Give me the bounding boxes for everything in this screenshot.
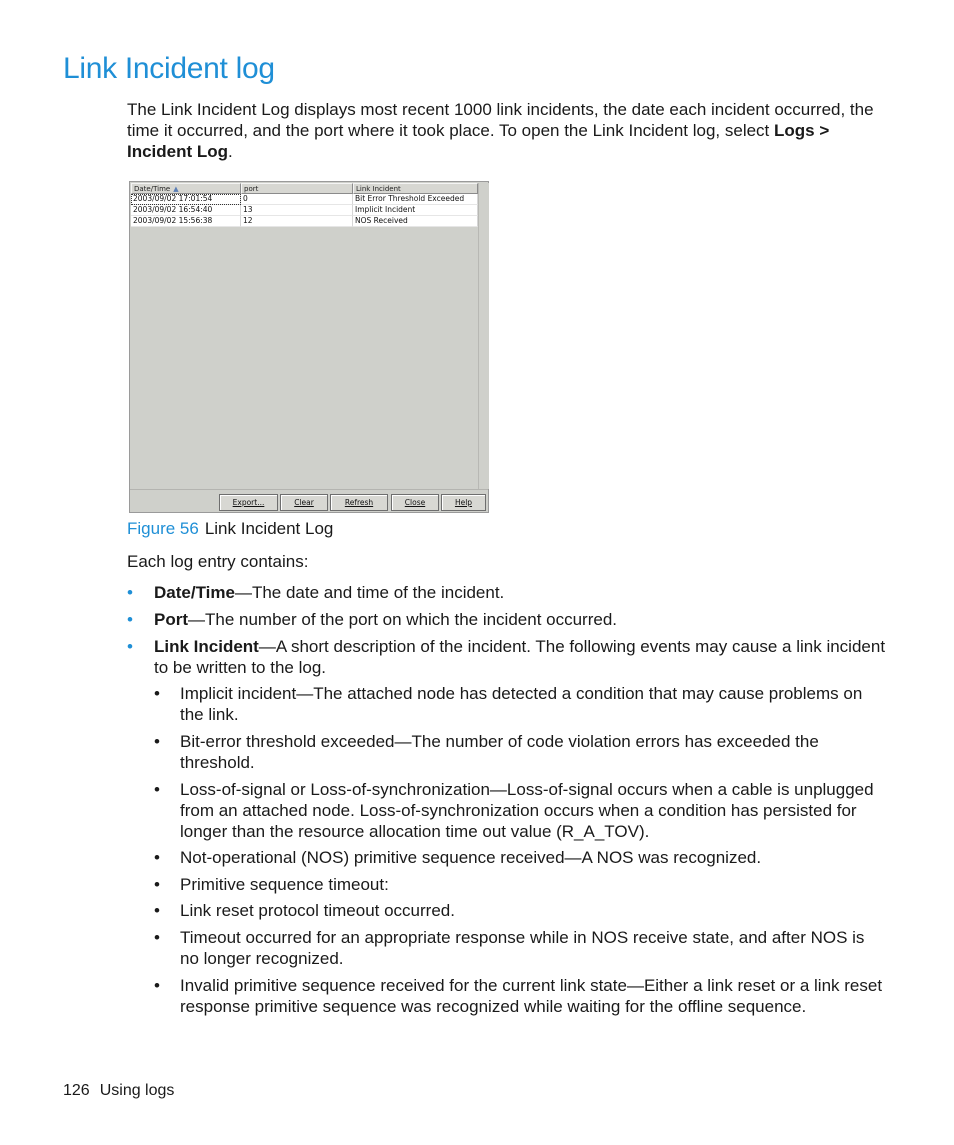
table-header <box>131 183 478 194</box>
list-item <box>154 683 887 725</box>
bullet-icon: • <box>127 637 133 656</box>
cell-link-incident: Implicit Incident <box>353 205 478 216</box>
list-item <box>127 609 887 630</box>
list-item <box>154 975 887 1017</box>
list-item <box>154 779 887 842</box>
close-button[interactable]: Close <box>391 494 439 511</box>
figure-label: Figure 56 <box>127 519 199 538</box>
table-row[interactable] <box>131 205 478 216</box>
intro-text: The Link Incident Log displays most recent 1000 link incidents, the date each incident occurred, the time it occurred, and the port where it took place. To open the Link Incident log, select <box>127 100 874 140</box>
entry-description: —A short description of the incident. The following events may cause a link incident to be written to the log. <box>154 637 886 677</box>
help-button[interactable]: Help <box>441 494 486 511</box>
entry-description: —The date and time of the incident. <box>234 583 505 602</box>
bullet-icon: • <box>154 901 160 920</box>
bullet-icon: • <box>127 583 133 602</box>
event-text: Loss-of-signal or Loss-of-synchronization—Loss-of-signal occurs when a cable is unplugged from an attached node. Loss-of-synchronization occurs when a condition has persisted for longer than the resource allocation time out value (R_A_TOV). <box>180 780 874 841</box>
sort-ascending-icon: ▲ <box>173 185 179 193</box>
event-text: Not-operational (NOS) primitive sequence received—A NOS was recognized. <box>180 848 762 867</box>
entry-description: —The number of the port on which the incident occurred. <box>188 610 618 629</box>
clear-button[interactable]: Clear <box>280 494 328 511</box>
incident-table <box>131 183 478 227</box>
page-footer <box>63 1082 174 1100</box>
cell-port: 12 <box>241 216 353 227</box>
entries-intro: Each log entry contains: <box>127 552 309 571</box>
intro-paragraph <box>127 99 879 162</box>
bullet-icon: • <box>154 684 160 703</box>
cell-date-time: 2003/09/02 16:54:40 <box>131 205 241 216</box>
bullet-icon: • <box>154 780 160 799</box>
list-item <box>154 874 887 895</box>
event-text: Implicit incident—The attached node has detected a condition that may cause problems on the link. <box>180 684 863 724</box>
list-item <box>154 927 887 969</box>
column-header-date-time[interactable]: Date/Time ▲ <box>131 183 241 194</box>
cell-date-time: 2003/09/02 17:01:54 <box>131 194 241 205</box>
bullet-icon: • <box>127 610 133 629</box>
export-button[interactable]: Export... <box>219 494 278 511</box>
event-text: Timeout occurred for an appropriate response while in NOS receive state, and after NOS is no longer recognized. <box>180 928 865 968</box>
page-number: 126 <box>63 1082 90 1099</box>
list-item <box>154 900 887 921</box>
figure-caption <box>127 519 333 539</box>
bullet-icon: • <box>154 848 160 867</box>
intro-end: . <box>228 142 233 161</box>
vertical-scrollbar[interactable] <box>478 183 489 489</box>
table-body <box>131 194 478 227</box>
log-entry-list <box>127 582 887 1017</box>
menu-path: Logs > Incident Log <box>127 121 830 161</box>
cell-port: 0 <box>241 194 353 205</box>
event-text: Bit-error threshold exceeded—The number of code violation errors has exceeded the threshold. <box>180 732 819 772</box>
list-item <box>154 847 887 868</box>
refresh-button[interactable]: Refresh <box>330 494 388 511</box>
bullet-icon: • <box>154 875 160 894</box>
cell-port: 13 <box>241 205 353 216</box>
bullet-icon: • <box>154 732 160 751</box>
table-row[interactable] <box>131 194 478 205</box>
entry-term: Link Incident <box>154 637 259 656</box>
entry-term: Port <box>154 610 188 629</box>
bullet-icon: • <box>154 928 160 947</box>
cell-link-incident: Bit Error Threshold Exceeded <box>353 194 478 205</box>
cell-date-time: 2003/09/02 15:56:38 <box>131 216 241 227</box>
event-list <box>154 683 887 1017</box>
link-incident-log-screenshot <box>129 181 489 513</box>
event-text: Link reset protocol timeout occurred. <box>180 901 455 920</box>
event-text: Invalid primitive sequence received for the current link state—Either a link reset or a link reset response primitive sequence was recognized while waiting for the offline sequence. <box>180 976 883 1016</box>
section-name: Using logs <box>99 1082 175 1099</box>
list-item <box>127 636 887 1017</box>
table-row[interactable] <box>131 216 478 227</box>
list-item <box>127 582 887 603</box>
event-text: Primitive sequence timeout: <box>180 875 389 894</box>
cell-link-incident: NOS Received <box>353 216 478 227</box>
figure-title: Link Incident Log <box>204 519 334 538</box>
list-item <box>154 731 887 773</box>
column-header-port[interactable]: port <box>241 183 353 194</box>
column-header-link-incident[interactable]: Link Incident <box>353 183 478 194</box>
button-bar <box>130 489 488 513</box>
bullet-icon: • <box>154 976 160 995</box>
page-title: Link Incident log <box>63 52 275 85</box>
entry-term: Date/Time <box>154 583 235 602</box>
